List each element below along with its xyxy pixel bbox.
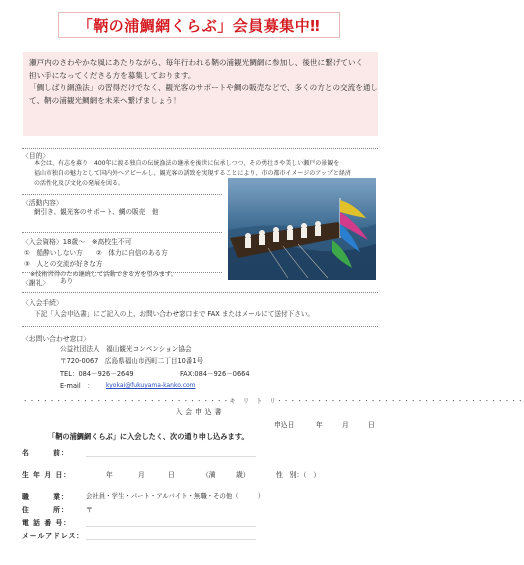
purpose-label: 〈目的〉 [22, 152, 50, 160]
intro-line: て、鞆の浦観光鯛網を未来へ繋げましょう！ [29, 95, 181, 105]
page-title: 「鞆の浦鯛網くらぶ」会員募集中‼ [77, 16, 321, 35]
date-year: 年 [316, 421, 323, 429]
activity-label: 〈活動内容〉 [22, 199, 63, 207]
intro-line: 瀬戸内のさわやかな風にあたりながら、毎年行われる鞆の浦観光鯛網に参加し、後世に繋げていく [29, 58, 364, 67]
intro-box [23, 52, 378, 136]
address-field[interactable]: 〒 [86, 506, 93, 514]
cut-line: ・・・・・・・・・・・・・・・・・・・・・・・・・・・・・・・キ リ ト リ・・・・・・・・・・・・・・・・・・・・・・・・・・・・・・・・・・・・・ [22, 397, 524, 405]
form-intro: 「鞆の浦鯛網くらぶ」に入会したく、次の通り申し込みます。 [48, 432, 249, 441]
boat-scene-illustration [228, 178, 376, 280]
purpose-line: の活性化及び文化の発展を図る。 [34, 180, 125, 187]
mail-label: メールアドレス： [22, 532, 85, 540]
section-divider [22, 148, 378, 149]
section-divider [22, 292, 378, 293]
date-month: 月 [342, 421, 349, 429]
mail-field[interactable] [86, 539, 256, 540]
birth-day: 日 [168, 471, 175, 479]
contact-fax: FAX:084－926－0664 [180, 370, 250, 378]
section-divider [22, 326, 378, 327]
job-label: 職 業： [22, 493, 69, 501]
section-divider [22, 272, 222, 273]
procedure-text: 下記「入会申込書」にご記入の上、お問い合わせ窓口まで FAX またはメールにて送付下さい。 [34, 310, 315, 318]
phone-label: 電 話 番 号： [22, 519, 72, 527]
birth-year: 年 [106, 471, 113, 479]
procedure-label: 〈入会手続〉 [22, 299, 63, 307]
job-options[interactable]: 会社員・学生・パート・アルバイト・無職・その他（ ） [86, 492, 265, 500]
contact-email-label: E-mail ： [60, 382, 94, 390]
tai-net-fishing-photo [228, 178, 376, 280]
contact-email-link[interactable]: kyokai@fukuyama-kanko.com [106, 382, 196, 389]
phone-field[interactable] [86, 526, 256, 527]
date-day: 日 [368, 421, 375, 429]
purpose-line: 福山市独自の魅力として国内外へアピールし、観光客の誘致を実現することにより、市の都市イメージのアップと経済 [34, 170, 351, 177]
contact-tel: TEL：084－926－2649 [60, 370, 134, 378]
activity-text: 網引き、観光客のサポート、鯛の販売 他 [34, 208, 159, 216]
birth-label: 生 年 月 日： [22, 471, 72, 479]
section-divider [22, 194, 222, 195]
purpose-line: 本会は、有志を募り 400年に渡る独自の伝統漁法の継承を後世に伝承しつつ、その勇壮さや美しい瀬戸の景観を [34, 160, 340, 167]
birth-month: 月 [138, 471, 145, 479]
contact-org: 公益社団法人 福山観光コンベンション協会 [60, 345, 192, 353]
qualification-item: ① 船酔いしない方 ② 体力に自信のある方 [24, 249, 168, 257]
qualification-label: 〈入会資格〉18歳～ ※高校生不可 [22, 238, 132, 246]
age-field[interactable]: （満 歳） [202, 471, 250, 479]
form-title: 入会申込書 [175, 408, 225, 416]
intro-line: 「鯛しばり網漁法」の習得だけでなく、観光客のサポートや鯛の販売などで、多くの方との交流を通し [29, 83, 379, 93]
gender-field[interactable]: 性 別：（ ） [276, 471, 321, 479]
date-label: 申込日 [274, 421, 295, 429]
name-label: 名 前： [22, 449, 69, 457]
page-title-box [58, 12, 340, 38]
contact-label: 〈お問い合わせ窓口〉 [22, 335, 90, 343]
intro-line: 担い手になってくださる方を募集しております。 [29, 70, 196, 80]
fee-label: 〈謝礼〉 [22, 279, 50, 287]
address-label: 住 所： [22, 506, 69, 514]
section-divider [22, 232, 222, 233]
name-field[interactable] [86, 456, 256, 457]
contact-address: 〒720-0067 広島県福山市西町二丁目10番1号 [60, 357, 204, 365]
qualification-note: ※技術習得のため継続して活動できる方を望みます。 [30, 271, 177, 278]
fee-text: あり [60, 277, 74, 285]
qualification-item: ③ 人との交流が好きな方 [24, 260, 103, 268]
